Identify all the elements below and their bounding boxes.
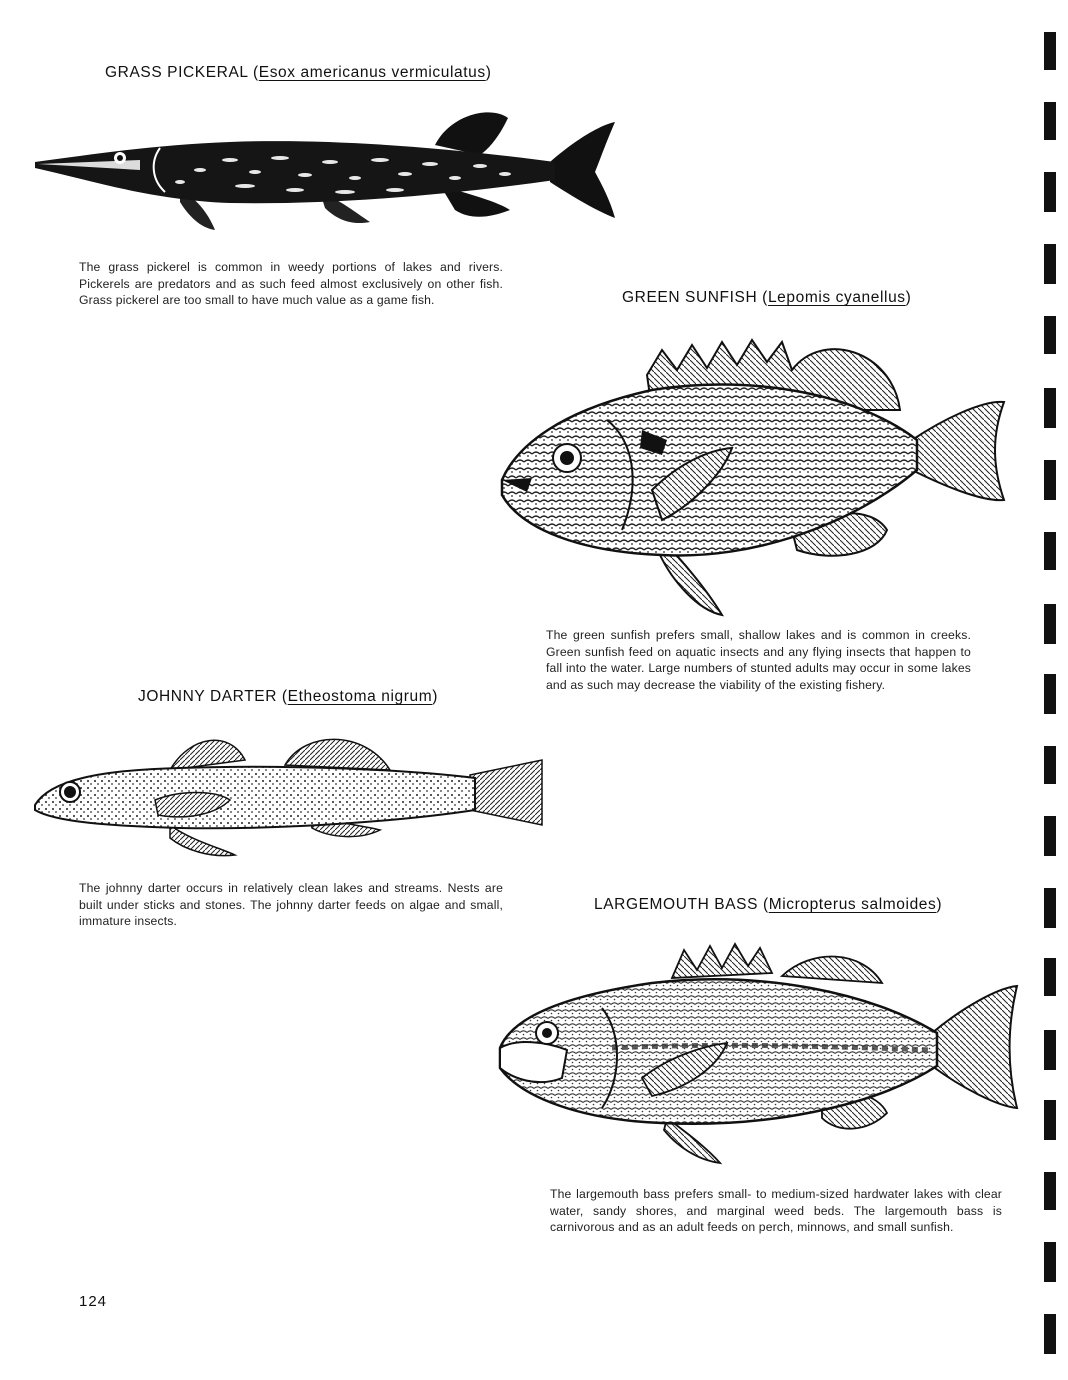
- binder-mark: [1044, 102, 1056, 140]
- binder-mark: [1044, 460, 1056, 500]
- binder-mark: [1044, 674, 1056, 714]
- common-name: JOHNNY DARTER: [138, 688, 277, 705]
- binder-mark: [1044, 244, 1056, 284]
- binder-mark: [1044, 958, 1056, 996]
- binder-mark: [1044, 1242, 1056, 1282]
- common-name: LARGEMOUTH BASS: [594, 896, 759, 913]
- binder-mark: [1044, 1172, 1056, 1210]
- green-sunfish-description: The green sunfish prefers small, shallow lakes and is common in creeks. Green sunfish feed on aquatic insects and any flying insects that happen to fall into the water. Large numbers of stunted adults may occur in some lakes and as such may decrease the viability of the existing fishery.: [546, 628, 971, 692]
- scientific-name: Micropterus salmoides: [768, 896, 937, 913]
- johnny-darter-description: The johnny darter occurs in relatively clean lakes and streams. Nests are built under sticks and stones. The johnny darter feeds on algae and small, immature insects.: [79, 881, 503, 928]
- binder-mark: [1044, 316, 1056, 354]
- binder-mark: [1044, 888, 1056, 928]
- binder-mark: [1044, 388, 1056, 428]
- binder-mark: [1044, 1100, 1056, 1140]
- largemouth-bass-description: The largemouth bass prefers small- to medium-sized hardwater lakes with clear water, sandy shores, and marginal weed beds. The largemouth bass is carnivorous and as an adult feeds on perch, minnows, and small sunfish.: [550, 1187, 1002, 1234]
- binder-mark: [1044, 604, 1056, 644]
- green-sunfish-title: GREEN SUNFISH (Lepomis cyanellus): [622, 289, 912, 306]
- scientific-name: Etheostoma nigrum: [287, 688, 433, 705]
- scientific-name: Lepomis cyanellus: [767, 289, 906, 306]
- grass-pickerel-title: GRASS PICKERAL (Esox americanus vermiculatus): [105, 64, 492, 81]
- binder-mark: [1044, 816, 1056, 856]
- binder-mark: [1044, 172, 1056, 212]
- grass-pickerel-illustration: [30, 100, 620, 245]
- common-name: GRASS PICKERAL: [105, 64, 249, 81]
- green-sunfish-illustration: [492, 330, 1022, 620]
- scientific-name: Esox americanus vermiculatus: [258, 64, 486, 81]
- grass-pickerel-description: The grass pickerel is common in weedy portions of lakes and rivers. Pickerels are predators and as such feed almost exclusively on other fish. Grass pickerel are too small to have much value as a game fish.: [79, 260, 503, 307]
- page-number: 124: [79, 1293, 108, 1310]
- binder-mark: [1044, 1314, 1056, 1354]
- largemouth-bass-illustration: [492, 938, 1022, 1168]
- binder-mark: [1044, 32, 1056, 70]
- binder-mark: [1044, 746, 1056, 784]
- johnny-darter-title: JOHNNY DARTER (Etheostoma nigrum): [138, 688, 439, 705]
- binder-mark: [1044, 532, 1056, 570]
- binder-mark: [1044, 1030, 1056, 1070]
- common-name: GREEN SUNFISH: [622, 289, 758, 306]
- largemouth-bass-title: LARGEMOUTH BASS (Micropterus salmoides): [594, 896, 943, 913]
- johnny-darter-illustration: [30, 730, 550, 865]
